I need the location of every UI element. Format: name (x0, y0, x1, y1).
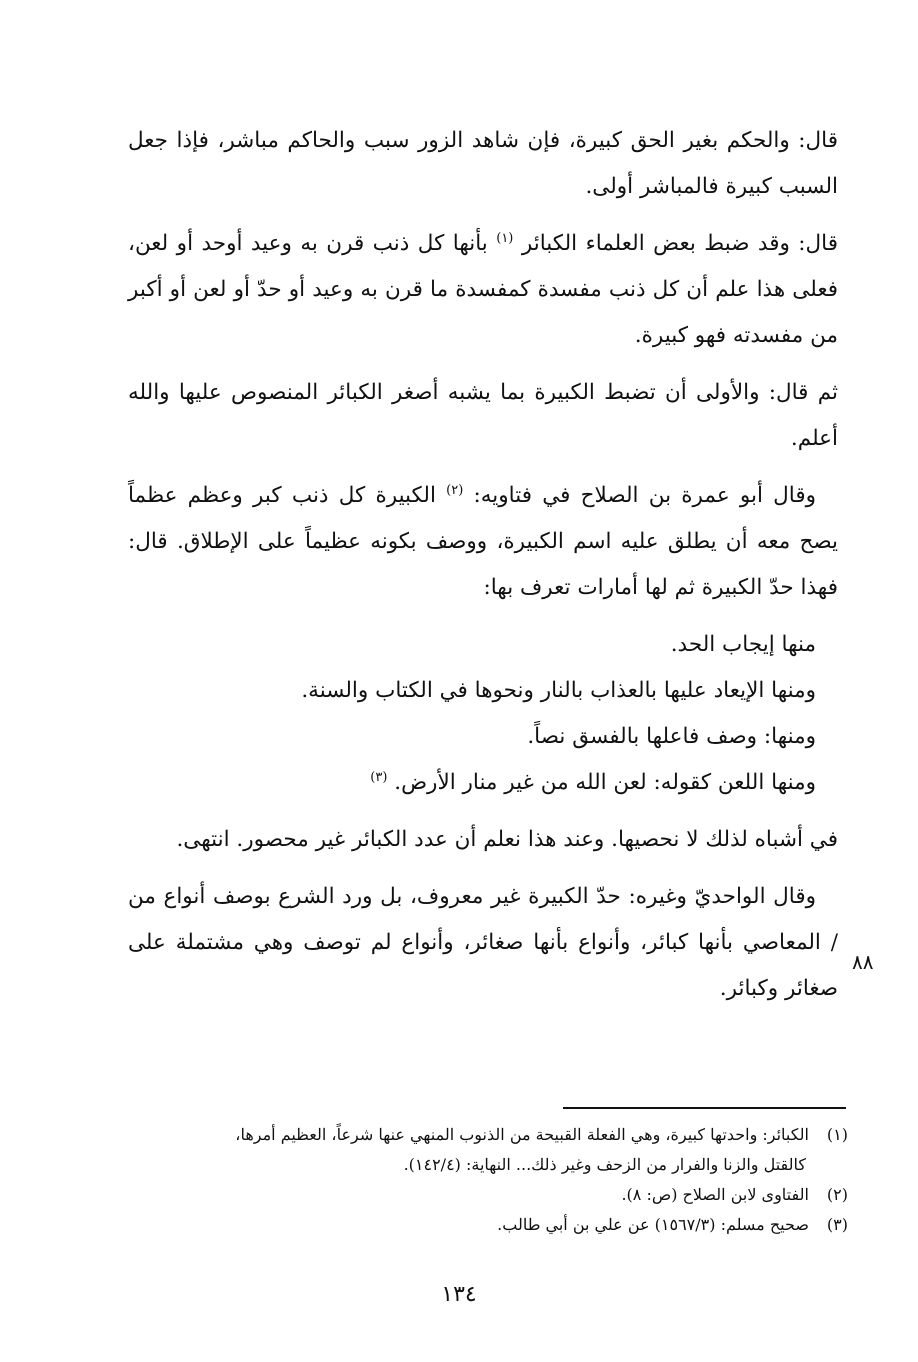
footnote-1-continuation (140, 1150, 848, 1180)
paragraph-3-text: ثم قال: والأولى أن تضبط الكبيرة بما يشبه أصغر الكبائر المنصوص عليها والله أعلم. (128, 380, 838, 451)
list-item-2: ومنها الإيعاد عليها بالعذاب بالنار ونحوها في الكتاب والسنة. (301, 678, 816, 703)
footnote-ref-2[interactable]: (٢) (446, 482, 464, 498)
paragraph-4 (128, 473, 838, 611)
footnote-1-number: (١) (826, 1125, 848, 1144)
paragraph-6-text: وقال الواحديّ وغيره: حدّ الكبيرة غير معروف، بل ورد الشرع بوصف أنواع من / المعاصي بأنها كبائر، وأنواع بأنها صغائر، وأنواع لم توصف وهي مشتملة على صغائر وكبائر. (128, 884, 838, 1001)
paragraph-2-text-end: بأنها كل ذنب قرن به وعيد أوحد أو لعن، فعلى هذا علم أن كل ذنب مفسدة كمفسدة ما قرن به وعيد أو حدّ أو لعن أو أكبر من مفسدته فهو كبيرة. (128, 231, 838, 348)
paragraph-6 (128, 874, 838, 1012)
manuscript-folio-number: ٨٨ (852, 950, 874, 974)
footnotes-section (140, 1120, 848, 1240)
footnote-divider (563, 1107, 846, 1109)
list-item-1: منها إيجاب الحد. (670, 632, 816, 657)
footnote-3 (140, 1210, 848, 1240)
paragraph-5-text: في أشباه لذلك لا نحصيها. وعند هذا نعلم أن عدد الكبائر غير محصور. انتهى. (176, 827, 838, 852)
paragraph-5 (128, 817, 838, 863)
paragraph-1 (128, 118, 838, 210)
paragraph-1-text: قال: والحكم بغير الحق كبيرة، فإن شاهد الزور سبب والحاكم مباشر، فإذا جعل السبب كبيرة فالمباشر أولى. (128, 128, 838, 199)
footnote-1 (140, 1120, 848, 1150)
footnote-2 (140, 1180, 848, 1210)
footnote-ref-1[interactable]: (١) (496, 230, 514, 246)
paragraph-2 (128, 221, 838, 359)
footnote-1-text-line-2: كالقتل والزنا والفرار من الزحف وغير ذلك... النهاية: (١٤٢/٤). (403, 1155, 806, 1174)
footnote-2-text: الفتاوى لابن الصلاح (ص: ٨). (621, 1185, 809, 1204)
paragraph-4-text-end: الكبيرة كل ذنب كبر وعظم عظماً يصح معه أن يطلق عليه اسم الكبيرة، ووصف بكونه عظيماً على الإطلاق. قال: فهذا حدّ الكبيرة ثم لها أمارات تعرف بها: (128, 483, 838, 600)
footnote-3-text: صحيح مسلم: (١٥٦٧/٣) عن علي بن أبي طالب. (497, 1215, 809, 1234)
signs-list (128, 622, 838, 806)
list-item-4-text: ومنها اللعن كقوله: لعن الله من غير منار الأرض. (394, 770, 816, 795)
paragraph-3 (128, 370, 838, 462)
list-item-3: ومنها: وصف فاعلها بالفسق نصاً. (527, 724, 816, 749)
footnote-ref-3[interactable]: (٣) (370, 769, 388, 785)
footnote-1-text: الكبائر: واحدتها كبيرة، وهي الفعلة القبيحة من الذنوب المنهي عنها شرعاً، العظيم أمرها، (235, 1125, 809, 1144)
paragraph-2-text-start: قال: وقد ضبط بعض العلماء الكبائر (521, 231, 838, 256)
footnote-3-number: (٣) (826, 1215, 848, 1234)
list-item-4 (128, 760, 838, 806)
paragraph-4-text-start: وقال أبو عمرة بن الصلاح في فتاويه: (473, 483, 816, 508)
page-number: ١٣٤ (441, 1282, 477, 1307)
footnote-2-number: (٢) (826, 1185, 848, 1204)
main-text-body (128, 118, 838, 1023)
